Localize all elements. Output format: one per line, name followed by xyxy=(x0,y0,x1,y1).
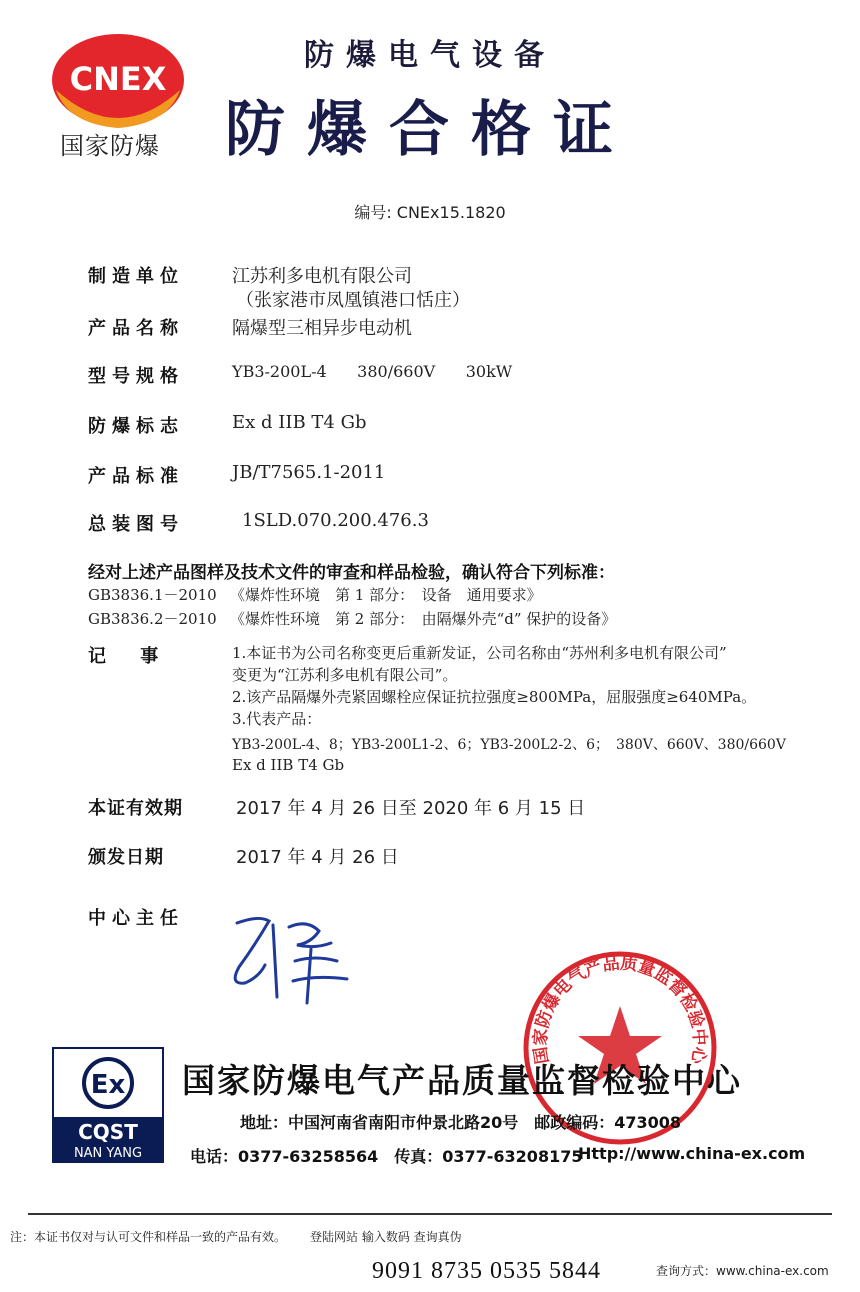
standard-line xyxy=(88,608,616,629)
standard-title: 《爆炸性环境 第 2 部分： 由隔爆外壳“d” 保护的设备》 xyxy=(230,610,617,628)
center-name: 国家防爆电气产品质量监督检验中心 xyxy=(182,1061,742,1100)
footer-divider xyxy=(28,1213,832,1215)
ex-marking-label: 防爆标志 xyxy=(88,416,184,437)
logo-subtitle: 国家防爆 xyxy=(60,132,160,160)
note-line: 1.本证书为公司名称变更后重新发证，公司名称由“苏州利多电机有限公司” xyxy=(232,644,727,662)
compliance-statement: 经对上述产品图样及技术文件的审查和样品检验，确认符合下列标准： xyxy=(88,563,615,583)
verify-instructions: 登陆网站 输入数码 查询真伪 xyxy=(310,1230,462,1244)
svg-text:Ex: Ex xyxy=(90,1070,126,1100)
svg-text:国家防爆电气产品质量监督检验中心: 国家防爆电气产品质量监督检验中心 xyxy=(530,953,710,1066)
svg-text:NAN YANG: NAN YANG xyxy=(73,1146,143,1161)
manufacturer-value: 江苏利多电机有限公司 xyxy=(232,266,412,287)
standard-code: GB3836.1－2010 xyxy=(88,586,217,604)
note-line: 3.代表产品： xyxy=(232,710,322,728)
manufacturer-address: （张家港市凤凰镇港口恬庄） xyxy=(236,290,470,311)
notes-label: 记 事 xyxy=(88,646,173,667)
note-line: YB3-200L-4、8；YB3-200L1-2、6；YB3-200L2-2、6； 380V、660V、380/660V xyxy=(232,737,786,753)
assembly-drawing-value: 1SLD.070.200.476.3 xyxy=(242,510,429,531)
validity-value: 2017 年 4 月 26 日至 2020 年 6 月 15 日 xyxy=(236,798,586,819)
issue-date-value: 2017 年 4 月 26 日 xyxy=(236,847,399,868)
document-title: 防爆合格证 xyxy=(225,95,635,165)
ex-marking-value: Ex d IIB T4 Gb xyxy=(232,412,367,433)
note-line: 2.该产品隔爆外壳紧固螺栓应保证抗拉强度≥800MPa，屈服强度≥640MPa。 xyxy=(232,688,757,706)
validity-label: 本证有效期 xyxy=(88,798,183,819)
certificate-number: 编号: CNEx15.1820 xyxy=(354,203,506,222)
standard-line xyxy=(88,584,542,605)
assembly-drawing-label: 总装图号 xyxy=(88,514,184,535)
director-signature xyxy=(215,905,365,1015)
product-name-label: 产品名称 xyxy=(88,318,184,339)
serial-number: 9091 8735 0535 5844 xyxy=(372,1258,601,1284)
cqst-logo xyxy=(52,1047,164,1163)
validity-note: 注：本证书仅对与认可文件和样品一致的产品有效。 xyxy=(10,1230,287,1244)
query-method[interactable]: 查询方式：www.china-ex.com xyxy=(656,1264,829,1278)
center-website[interactable]: Http://www.china-ex.com xyxy=(578,1144,806,1163)
director-label: 中心主任 xyxy=(88,908,184,929)
standard-code: GB3836.2－2010 xyxy=(88,610,217,628)
model-spec-value: YB3-200L-4 380/660V 30kW xyxy=(232,362,513,381)
document-subtitle: 防爆电气设备 xyxy=(304,38,556,73)
svg-text:CNEX: CNEX xyxy=(69,60,167,98)
product-standard-value: JB/T7565.1-2011 xyxy=(232,462,386,483)
note-line: Ex d IIB T4 Gb xyxy=(232,756,345,774)
standard-title: 《爆炸性环境 第 1 部分： 设备 通用要求》 xyxy=(230,586,542,604)
product-name-value: 隔爆型三相异步电动机 xyxy=(232,318,412,339)
manufacturer-label: 制造单位 xyxy=(88,266,184,287)
issue-date-label: 颁发日期 xyxy=(88,847,164,868)
note-line: 变更为“江苏利多电机有限公司”。 xyxy=(232,666,458,684)
svg-text:CQST: CQST xyxy=(78,1120,138,1144)
center-address: 地址：中国河南省南阳市仲景北路20号 邮政编码：473008 xyxy=(240,1113,682,1132)
product-standard-label: 产品标准 xyxy=(88,466,184,487)
center-phone: 电话：0377-63258564 传真：0377-63208175 xyxy=(190,1147,583,1166)
model-spec-label: 型号规格 xyxy=(88,366,184,387)
